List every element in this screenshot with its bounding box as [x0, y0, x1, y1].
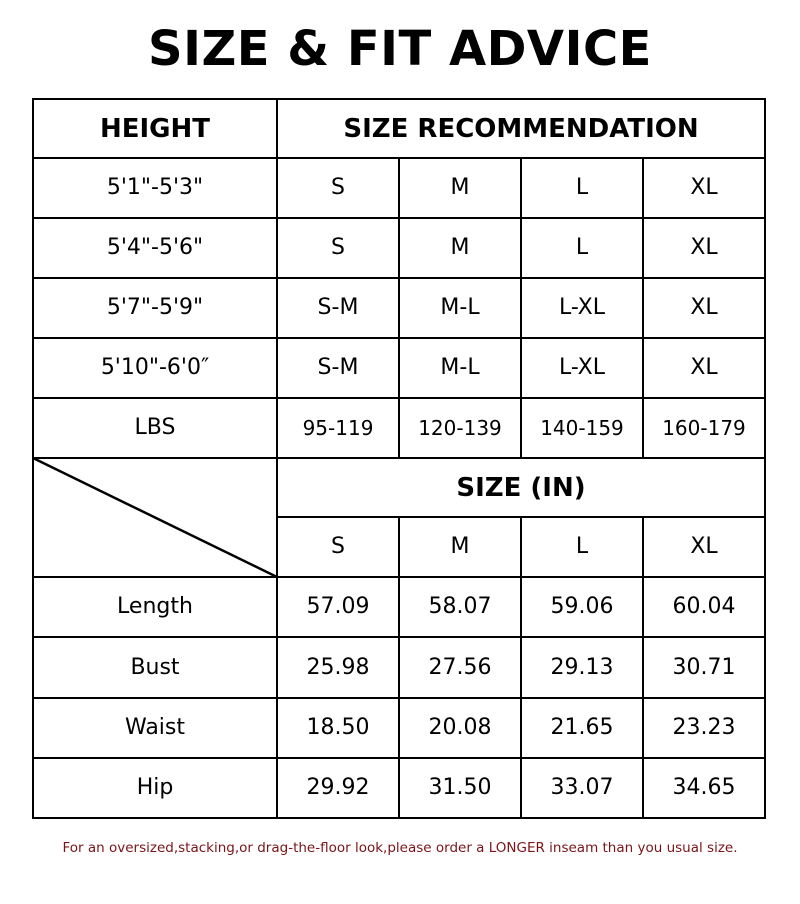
- measurement-value: 20.08: [428, 715, 492, 740]
- size-cell: XL: [690, 235, 718, 260]
- height-range-cell: 5'4"-5'6": [106, 235, 204, 260]
- measurement-value: 60.04: [672, 594, 736, 619]
- measurement-value: 57.09: [306, 594, 370, 619]
- measurement-value: 29.13: [550, 654, 614, 680]
- size-cell: M-L: [440, 295, 480, 320]
- height-range-cell: 5'7"-5'9": [106, 295, 204, 320]
- measurement-value: 23.23: [672, 715, 736, 740]
- size-cell: M: [450, 175, 470, 200]
- size-cell: XL: [690, 295, 718, 320]
- size-in-header: SIZE (IN): [456, 472, 586, 503]
- size-in-column-header: L: [575, 534, 589, 559]
- footer-note: For an oversized,stacking,or drag-the-floor look,please order a LONGER inseam than you usual size.: [62, 840, 738, 856]
- height-range-cell: 5'1"-5'3": [106, 175, 204, 200]
- size-in-column-header: M: [450, 534, 470, 559]
- measurement-value: 59.06: [550, 594, 614, 619]
- lbs-cell: 160-179: [662, 416, 746, 440]
- lbs-cell: 140-159: [540, 416, 624, 440]
- lbs-label: LBS: [134, 415, 176, 440]
- size-cell: XL: [690, 355, 718, 380]
- height-range-cell: 5'10"-6'0″: [100, 355, 210, 380]
- measurement-label: Length: [117, 594, 193, 619]
- measurement-value: 33.07: [550, 775, 614, 800]
- size-cell: S-M: [317, 355, 359, 380]
- measurement-label: Bust: [130, 654, 180, 680]
- size-cell: L-XL: [558, 295, 606, 320]
- size-in-column-header: S: [331, 534, 345, 559]
- measurement-value: 21.65: [550, 715, 614, 740]
- measurement-label: Waist: [124, 715, 186, 740]
- page-title: SIZE & FIT ADVICE: [148, 21, 652, 77]
- measurement-value: 25.98: [306, 654, 370, 680]
- size-cell: S-M: [317, 295, 359, 320]
- measurement-value: 31.50: [428, 775, 492, 800]
- measurement-value: 34.65: [672, 775, 736, 800]
- size-cell: XL: [690, 175, 718, 200]
- size-cell: S: [331, 235, 345, 260]
- lbs-cell: 95-119: [302, 416, 374, 440]
- measurement-value: 58.07: [428, 594, 492, 619]
- height-header: HEIGHT: [99, 113, 211, 144]
- size-cell: M: [450, 235, 470, 260]
- measurement-value: 29.92: [306, 775, 370, 800]
- size-cell: L: [575, 235, 589, 260]
- size-cell: S: [331, 175, 345, 200]
- lbs-cell: 120-139: [418, 416, 502, 440]
- measurement-label: Hip: [136, 775, 174, 800]
- size-cell: L: [575, 175, 589, 200]
- measurement-value: 27.56: [428, 654, 492, 680]
- size-cell: L-XL: [558, 355, 606, 380]
- size-cell: M-L: [440, 355, 480, 380]
- measurement-value: 30.71: [672, 654, 736, 680]
- measurement-value: 18.50: [306, 715, 370, 740]
- size-recommendation-header: SIZE RECOMMENDATION: [343, 113, 699, 144]
- size-in-column-header: XL: [690, 534, 718, 559]
